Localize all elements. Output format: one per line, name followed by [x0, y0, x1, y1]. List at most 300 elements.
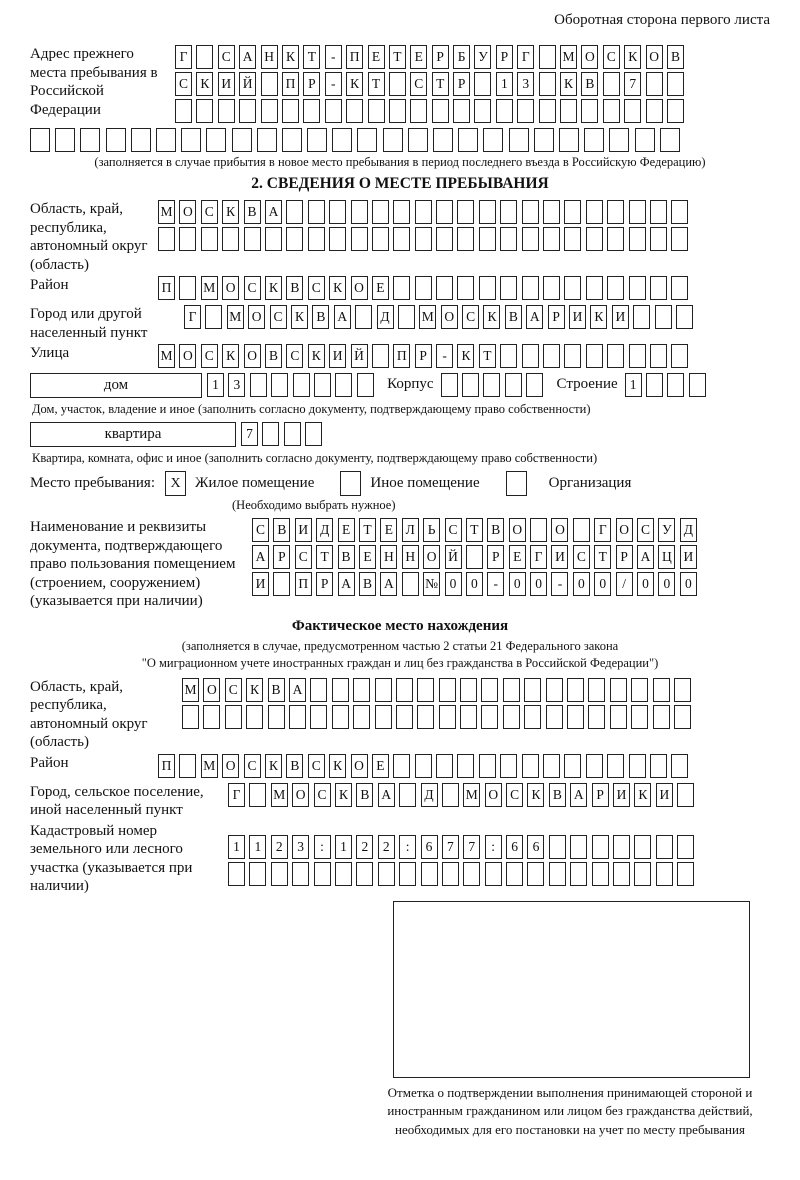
char-cell[interactable]	[500, 344, 517, 368]
char-cell[interactable]: Т	[389, 45, 406, 69]
char-cell[interactable]: 1	[228, 835, 245, 859]
char-cell[interactable]	[586, 200, 603, 224]
char-cell[interactable]	[653, 705, 670, 729]
char-cell[interactable]	[586, 344, 603, 368]
char-cell[interactable]: К	[291, 305, 308, 329]
char-cell[interactable]: С	[295, 545, 312, 569]
char-cell[interactable]	[106, 128, 126, 152]
char-cell[interactable]	[539, 99, 556, 123]
checkbox-other-premises[interactable]	[340, 471, 361, 496]
char-cell[interactable]	[249, 862, 266, 886]
char-cell[interactable]	[457, 276, 474, 300]
char-cell[interactable]: Г	[228, 783, 245, 807]
char-cell[interactable]: Р	[316, 572, 333, 596]
char-cell[interactable]	[466, 545, 483, 569]
char-cell[interactable]	[179, 276, 196, 300]
char-cell[interactable]	[453, 99, 470, 123]
char-cell[interactable]: К	[560, 72, 577, 96]
char-cell[interactable]	[436, 200, 453, 224]
char-cell[interactable]: Г	[175, 45, 192, 69]
char-cell[interactable]: 7	[624, 72, 641, 96]
char-cell[interactable]: О	[351, 754, 368, 778]
char-cell[interactable]	[671, 754, 688, 778]
char-cell[interactable]	[500, 754, 517, 778]
char-cell[interactable]: 6	[527, 835, 544, 859]
char-cell[interactable]	[232, 128, 252, 152]
char-cell[interactable]	[613, 862, 630, 886]
char-cell[interactable]	[284, 422, 301, 446]
char-cell[interactable]: А	[378, 783, 395, 807]
char-cell[interactable]	[225, 705, 242, 729]
char-cell[interactable]	[332, 705, 349, 729]
char-cell[interactable]: К	[196, 72, 213, 96]
char-cell[interactable]: С	[637, 518, 654, 542]
char-cell[interactable]: Е	[372, 754, 389, 778]
char-cell[interactable]: О	[441, 305, 458, 329]
char-cell[interactable]	[634, 835, 651, 859]
char-cell[interactable]: К	[457, 344, 474, 368]
char-cell[interactable]: 7	[442, 835, 459, 859]
char-cell[interactable]	[286, 227, 303, 251]
char-cell[interactable]	[442, 862, 459, 886]
char-cell[interactable]: К	[222, 200, 239, 224]
char-cell[interactable]: В	[667, 45, 684, 69]
char-cell[interactable]	[522, 276, 539, 300]
char-cell[interactable]: У	[474, 45, 491, 69]
char-cell[interactable]	[314, 373, 331, 397]
char-cell[interactable]	[631, 705, 648, 729]
char-cell[interactable]	[268, 705, 285, 729]
checkbox-organization[interactable]	[506, 471, 527, 496]
char-cell[interactable]: Е	[380, 518, 397, 542]
char-cell[interactable]	[543, 754, 560, 778]
char-cell[interactable]: А	[526, 305, 543, 329]
char-cell[interactable]: 3	[517, 72, 534, 96]
char-cell[interactable]	[410, 99, 427, 123]
char-cell[interactable]: К	[222, 344, 239, 368]
char-cell[interactable]	[353, 705, 370, 729]
char-cell[interactable]	[417, 678, 434, 702]
char-cell[interactable]	[559, 128, 579, 152]
char-cell[interactable]: 2	[378, 835, 395, 859]
char-cell[interactable]	[588, 678, 605, 702]
char-cell[interactable]	[433, 128, 453, 152]
char-cell[interactable]: 1	[335, 835, 352, 859]
char-cell[interactable]	[560, 99, 577, 123]
char-cell[interactable]: Р	[415, 344, 432, 368]
char-cell[interactable]	[483, 128, 503, 152]
char-cell[interactable]: А	[239, 45, 256, 69]
char-cell[interactable]	[181, 128, 201, 152]
char-cell[interactable]: А	[252, 545, 269, 569]
char-cell[interactable]	[415, 754, 432, 778]
char-cell[interactable]	[564, 200, 581, 224]
char-cell[interactable]: К	[335, 783, 352, 807]
char-cell[interactable]	[346, 99, 363, 123]
char-cell[interactable]	[332, 678, 349, 702]
char-cell[interactable]: И	[613, 783, 630, 807]
char-cell[interactable]	[372, 200, 389, 224]
char-cell[interactable]	[308, 227, 325, 251]
char-cell[interactable]	[671, 344, 688, 368]
char-cell[interactable]: С	[175, 72, 192, 96]
char-cell[interactable]	[671, 276, 688, 300]
char-cell[interactable]	[356, 862, 373, 886]
char-cell[interactable]: К	[246, 678, 263, 702]
char-cell[interactable]: С	[445, 518, 462, 542]
char-cell[interactable]	[436, 276, 453, 300]
char-cell[interactable]: Й	[239, 72, 256, 96]
char-cell[interactable]	[206, 128, 226, 152]
char-cell[interactable]: И	[551, 545, 568, 569]
char-cell[interactable]: 1	[625, 373, 642, 397]
char-cell[interactable]	[479, 200, 496, 224]
char-cell[interactable]: 2	[356, 835, 373, 859]
char-cell[interactable]	[674, 705, 691, 729]
char-cell[interactable]	[586, 227, 603, 251]
char-cell[interactable]	[634, 862, 651, 886]
char-cell[interactable]	[656, 835, 673, 859]
char-cell[interactable]	[624, 99, 641, 123]
char-cell[interactable]	[436, 227, 453, 251]
char-cell[interactable]	[246, 705, 263, 729]
char-cell[interactable]	[175, 99, 192, 123]
char-cell[interactable]	[650, 276, 667, 300]
char-cell[interactable]	[158, 227, 175, 251]
char-cell[interactable]: -	[551, 572, 568, 596]
char-cell[interactable]: -	[436, 344, 453, 368]
char-cell[interactable]	[441, 373, 458, 397]
char-cell[interactable]	[676, 305, 693, 329]
char-cell[interactable]: О	[423, 545, 440, 569]
char-cell[interactable]	[289, 705, 306, 729]
char-cell[interactable]: И	[218, 72, 235, 96]
char-cell[interactable]	[543, 200, 560, 224]
char-cell[interactable]	[457, 227, 474, 251]
char-cell[interactable]	[655, 305, 672, 329]
char-cell[interactable]	[503, 705, 520, 729]
char-cell[interactable]: К	[308, 344, 325, 368]
char-cell[interactable]	[80, 128, 100, 152]
char-cell[interactable]: С	[201, 344, 218, 368]
char-cell[interactable]: В	[487, 518, 504, 542]
char-cell[interactable]: С	[506, 783, 523, 807]
char-cell[interactable]: О	[244, 344, 261, 368]
char-cell[interactable]	[55, 128, 75, 152]
char-cell[interactable]: С	[573, 545, 590, 569]
char-cell[interactable]	[357, 373, 374, 397]
char-cell[interactable]	[393, 200, 410, 224]
char-cell[interactable]	[355, 305, 372, 329]
char-cell[interactable]: М	[182, 678, 199, 702]
char-cell[interactable]: О	[485, 783, 502, 807]
char-cell[interactable]: Т	[368, 72, 385, 96]
char-cell[interactable]: А	[637, 545, 654, 569]
char-cell[interactable]: В	[338, 545, 355, 569]
char-cell[interactable]	[399, 783, 416, 807]
char-cell[interactable]: Р	[453, 72, 470, 96]
char-cell[interactable]	[481, 678, 498, 702]
char-cell[interactable]	[393, 276, 410, 300]
char-cell[interactable]	[646, 72, 663, 96]
char-cell[interactable]: Д	[680, 518, 697, 542]
char-cell[interactable]: П	[393, 344, 410, 368]
char-cell[interactable]: Е	[410, 45, 427, 69]
char-cell[interactable]: В	[359, 572, 376, 596]
char-cell[interactable]: К	[527, 783, 544, 807]
char-cell[interactable]: Т	[432, 72, 449, 96]
char-cell[interactable]: С	[314, 783, 331, 807]
char-cell[interactable]	[396, 705, 413, 729]
char-cell[interactable]	[629, 276, 646, 300]
char-cell[interactable]: О	[248, 305, 265, 329]
char-cell[interactable]: П	[282, 72, 299, 96]
char-cell[interactable]	[261, 72, 278, 96]
char-cell[interactable]: М	[227, 305, 244, 329]
char-cell[interactable]: С	[286, 344, 303, 368]
char-cell[interactable]	[457, 754, 474, 778]
char-cell[interactable]: Р	[548, 305, 565, 329]
char-cell[interactable]: Р	[496, 45, 513, 69]
char-cell[interactable]	[522, 754, 539, 778]
char-cell[interactable]	[530, 518, 547, 542]
char-cell[interactable]	[439, 705, 456, 729]
checkbox-residential[interactable]: X	[165, 471, 186, 496]
char-cell[interactable]: К	[265, 754, 282, 778]
char-cell[interactable]: О	[179, 344, 196, 368]
char-cell[interactable]	[396, 678, 413, 702]
char-cell[interactable]	[603, 99, 620, 123]
char-cell[interactable]	[393, 227, 410, 251]
char-cell[interactable]	[509, 128, 529, 152]
char-cell[interactable]	[629, 754, 646, 778]
char-cell[interactable]: И	[612, 305, 629, 329]
char-cell[interactable]	[436, 754, 453, 778]
char-cell[interactable]	[351, 227, 368, 251]
char-cell[interactable]: О	[646, 45, 663, 69]
char-cell[interactable]: О	[179, 200, 196, 224]
char-cell[interactable]	[674, 678, 691, 702]
char-cell[interactable]	[503, 678, 520, 702]
char-cell[interactable]	[179, 754, 196, 778]
char-cell[interactable]	[474, 99, 491, 123]
char-cell[interactable]: 0	[658, 572, 675, 596]
char-cell[interactable]	[570, 835, 587, 859]
char-cell[interactable]	[543, 227, 560, 251]
char-cell[interactable]: Р	[432, 45, 449, 69]
char-cell[interactable]	[479, 227, 496, 251]
char-cell[interactable]	[607, 227, 624, 251]
char-cell[interactable]: Е	[509, 545, 526, 569]
char-cell[interactable]	[250, 373, 267, 397]
char-cell[interactable]	[398, 305, 415, 329]
apartment-type-box[interactable]: квартира	[30, 422, 236, 447]
char-cell[interactable]: С	[225, 678, 242, 702]
char-cell[interactable]	[629, 200, 646, 224]
char-cell[interactable]: С	[462, 305, 479, 329]
char-cell[interactable]: 1	[496, 72, 513, 96]
char-cell[interactable]	[265, 227, 282, 251]
char-cell[interactable]: К	[590, 305, 607, 329]
char-cell[interactable]	[335, 373, 352, 397]
char-cell[interactable]	[378, 862, 395, 886]
char-cell[interactable]: Т	[359, 518, 376, 542]
char-cell[interactable]	[307, 128, 327, 152]
char-cell[interactable]	[415, 200, 432, 224]
char-cell[interactable]	[460, 705, 477, 729]
char-cell[interactable]	[335, 862, 352, 886]
char-cell[interactable]: Г	[594, 518, 611, 542]
char-cell[interactable]: 0	[530, 572, 547, 596]
char-cell[interactable]: :	[314, 835, 331, 859]
char-cell[interactable]: Е	[359, 545, 376, 569]
char-cell[interactable]: И	[295, 518, 312, 542]
char-cell[interactable]	[500, 276, 517, 300]
char-cell[interactable]	[506, 862, 523, 886]
char-cell[interactable]	[372, 344, 389, 368]
char-cell[interactable]	[677, 835, 694, 859]
char-cell[interactable]: :	[485, 835, 502, 859]
char-cell[interactable]: 0	[445, 572, 462, 596]
char-cell[interactable]	[646, 373, 663, 397]
char-cell[interactable]: С	[201, 200, 218, 224]
char-cell[interactable]	[457, 200, 474, 224]
char-cell[interactable]	[179, 227, 196, 251]
char-cell[interactable]	[522, 344, 539, 368]
char-cell[interactable]: Т	[316, 545, 333, 569]
char-cell[interactable]: /	[616, 572, 633, 596]
char-cell[interactable]	[393, 754, 410, 778]
char-cell[interactable]	[667, 99, 684, 123]
char-cell[interactable]: В	[265, 344, 282, 368]
char-cell[interactable]: И	[329, 344, 346, 368]
char-cell[interactable]	[534, 128, 554, 152]
char-cell[interactable]: М	[201, 276, 218, 300]
char-cell[interactable]: В	[312, 305, 329, 329]
char-cell[interactable]: С	[603, 45, 620, 69]
char-cell[interactable]	[549, 835, 566, 859]
char-cell[interactable]	[485, 862, 502, 886]
char-cell[interactable]: М	[419, 305, 436, 329]
char-cell[interactable]	[249, 783, 266, 807]
char-cell[interactable]	[271, 373, 288, 397]
char-cell[interactable]	[271, 862, 288, 886]
char-cell[interactable]: С	[244, 754, 261, 778]
char-cell[interactable]: Н	[402, 545, 419, 569]
char-cell[interactable]: К	[624, 45, 641, 69]
char-cell[interactable]: С	[244, 276, 261, 300]
char-cell[interactable]: В	[273, 518, 290, 542]
char-cell[interactable]	[463, 862, 480, 886]
char-cell[interactable]	[421, 862, 438, 886]
char-cell[interactable]	[526, 373, 543, 397]
char-cell[interactable]	[646, 99, 663, 123]
char-cell[interactable]	[351, 200, 368, 224]
char-cell[interactable]	[546, 678, 563, 702]
char-cell[interactable]	[650, 344, 667, 368]
char-cell[interactable]: 7	[241, 422, 258, 446]
char-cell[interactable]	[588, 705, 605, 729]
char-cell[interactable]: М	[560, 45, 577, 69]
char-cell[interactable]: Б	[453, 45, 470, 69]
char-cell[interactable]: К	[634, 783, 651, 807]
char-cell[interactable]	[660, 128, 680, 152]
char-cell[interactable]	[383, 128, 403, 152]
char-cell[interactable]: М	[271, 783, 288, 807]
char-cell[interactable]	[432, 99, 449, 123]
char-cell[interactable]: П	[295, 572, 312, 596]
char-cell[interactable]: В	[286, 754, 303, 778]
char-cell[interactable]	[539, 45, 556, 69]
char-cell[interactable]: П	[158, 754, 175, 778]
char-cell[interactable]	[417, 705, 434, 729]
char-cell[interactable]: Г	[517, 45, 534, 69]
char-cell[interactable]: В	[244, 200, 261, 224]
char-cell[interactable]	[522, 200, 539, 224]
char-cell[interactable]	[524, 678, 541, 702]
char-cell[interactable]	[629, 344, 646, 368]
char-cell[interactable]	[205, 305, 222, 329]
char-cell[interactable]	[635, 128, 655, 152]
char-cell[interactable]	[308, 200, 325, 224]
char-cell[interactable]	[244, 227, 261, 251]
char-cell[interactable]: А	[334, 305, 351, 329]
char-cell[interactable]: А	[338, 572, 355, 596]
char-cell[interactable]	[329, 227, 346, 251]
char-cell[interactable]: О	[581, 45, 598, 69]
char-cell[interactable]: Т	[479, 344, 496, 368]
char-cell[interactable]: Е	[368, 45, 385, 69]
char-cell[interactable]	[415, 227, 432, 251]
char-cell[interactable]	[30, 128, 50, 152]
char-cell[interactable]	[222, 227, 239, 251]
char-cell[interactable]	[689, 373, 706, 397]
char-cell[interactable]: В	[581, 72, 598, 96]
char-cell[interactable]: Р	[273, 545, 290, 569]
char-cell[interactable]: Е	[338, 518, 355, 542]
char-cell[interactable]	[402, 572, 419, 596]
char-cell[interactable]	[650, 754, 667, 778]
char-cell[interactable]: 0	[466, 572, 483, 596]
char-cell[interactable]	[332, 128, 352, 152]
char-cell[interactable]: О	[616, 518, 633, 542]
char-cell[interactable]: И	[680, 545, 697, 569]
char-cell[interactable]: И	[252, 572, 269, 596]
char-cell[interactable]: Й	[351, 344, 368, 368]
char-cell[interactable]	[500, 227, 517, 251]
char-cell[interactable]	[524, 705, 541, 729]
char-cell[interactable]: О	[292, 783, 309, 807]
char-cell[interactable]	[677, 783, 694, 807]
char-cell[interactable]	[549, 862, 566, 886]
char-cell[interactable]	[610, 705, 627, 729]
char-cell[interactable]: В	[268, 678, 285, 702]
char-cell[interactable]	[228, 862, 245, 886]
char-cell[interactable]	[389, 99, 406, 123]
char-cell[interactable]: Т	[594, 545, 611, 569]
char-cell[interactable]: О	[509, 518, 526, 542]
char-cell[interactable]	[368, 99, 385, 123]
char-cell[interactable]: Т	[466, 518, 483, 542]
char-cell[interactable]	[543, 276, 560, 300]
char-cell[interactable]	[415, 276, 432, 300]
char-cell[interactable]	[586, 276, 603, 300]
char-cell[interactable]: К	[346, 72, 363, 96]
char-cell[interactable]: Н	[261, 45, 278, 69]
char-cell[interactable]: С	[270, 305, 287, 329]
char-cell[interactable]	[389, 72, 406, 96]
char-cell[interactable]: У	[658, 518, 675, 542]
